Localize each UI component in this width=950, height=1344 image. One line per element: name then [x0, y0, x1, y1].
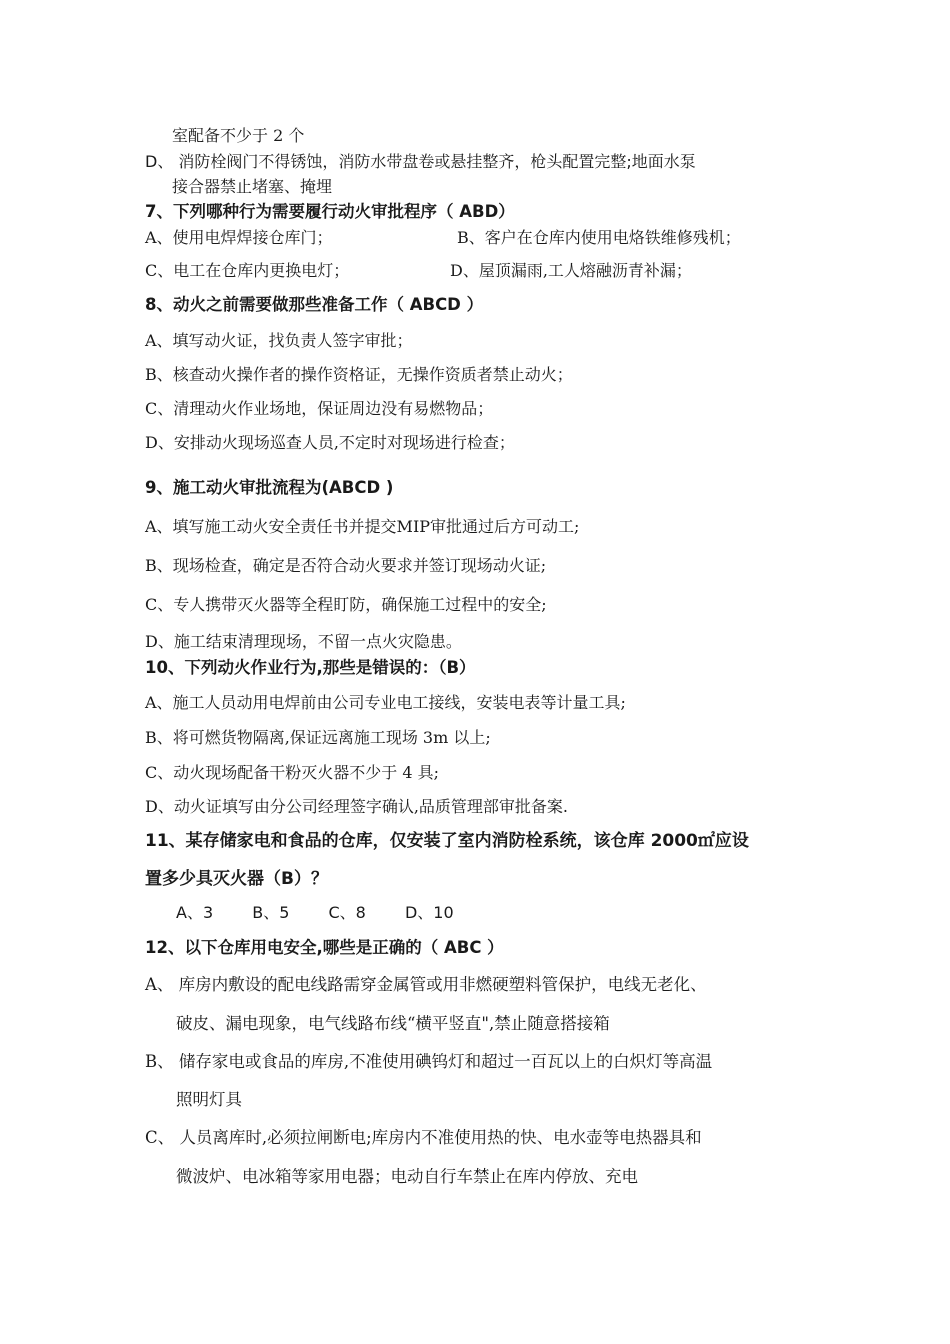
question-12-title: 12、以下仓库用电安全,哪些是正确的（ ABC ）: [145, 938, 504, 957]
prev-option-d-line2: 接合器禁止堵塞、掩埋: [172, 177, 333, 196]
question-8-option-b: B、核查动火操作者的操作资格证，无操作资质者禁止动火；: [145, 365, 573, 384]
question-12-option-c-line1: C、 人员离库时,必须拉闸断电;库房内不准使用热的快、电水壶等电热器具和: [145, 1128, 702, 1147]
question-11-options: [176, 902, 488, 924]
question-11-title-line1: 11、某存储家电和食品的仓库，仅安装了室内消防栓系统，该仓库 2000㎡应设: [145, 831, 749, 851]
question-7-option-d: D、屋顶漏雨,工人熔融沥青补漏；: [450, 261, 692, 280]
question-9-option-b: B、现场检查，确定是否符合动火要求并签订现场动火证;: [145, 556, 547, 575]
question-7-option-b: B、客户在仓库内使用电烙铁维修残机；: [457, 228, 741, 247]
question-7-title: 7、下列哪种行为需要履行动火审批程序（ ABD）: [145, 202, 515, 221]
question-10-option-a: A、施工人员动用电焊前由公司专业电工接线，安装电表等计量工具;: [145, 693, 626, 712]
question-10-title: 10、下列动火作业行为,那些是错误的：（B）: [145, 658, 476, 677]
question-11-option-d: D、10: [404, 903, 454, 922]
prev-option-d-line1: D、 消防栓阀门不得锈蚀，消防水带盘卷或悬挂整齐，枪头配置完整;地面水泵: [145, 152, 696, 171]
question-12-option-c-line2: 微波炉、电冰箱等家用电器；电动自行车禁止在库内停放、充电: [176, 1167, 638, 1186]
question-9-option-c: C、专人携带灭火器等全程盯防，确保施工过程中的安全;: [145, 595, 547, 614]
question-10-option-c: C、动火现场配备干粉灭火器不少于 4 具;: [145, 763, 439, 782]
question-9-option-a: A、填写施工动火安全责任书并提交MIP审批通过后方可动工;: [145, 517, 580, 536]
question-8-option-a: A、填写动火证，找负责人签字审批；: [145, 331, 413, 350]
question-8-option-d: D、安排动火现场巡查人员,不定时对现场进行检查；: [145, 433, 515, 452]
question-11-option-c: C、8: [328, 903, 366, 922]
question-9-title: 9、施工动火审批流程为(ABCD ): [145, 478, 394, 497]
question-7-option-c: C、电工在仓库内更换电灯；: [145, 261, 350, 280]
question-12-option-b-line1: B、 储存家电或食品的库房,不准使用碘钨灯和超过一百瓦以上的白炽灯等高温: [145, 1052, 713, 1071]
question-7-option-a: A、使用电焊焊接仓库门；: [145, 228, 333, 247]
question-10-option-b: B、将可燃货物隔离,保证远离施工现场 3m 以上;: [145, 728, 491, 747]
question-11-option-a: A、3: [176, 903, 214, 922]
question-11-title-line2: 置多少具灭火器（B）？: [145, 869, 328, 889]
question-8-title: 8、动火之前需要做那些准备工作（ ABCD ）: [145, 295, 484, 314]
question-12-option-a-line1: A、 库房内敷设的配电线路需穿金属管或用非燃硬塑料管保护，电线无老化、: [145, 975, 707, 994]
question-9-option-d: D、施工结束清理现场，不留一点火灾隐患。: [145, 632, 462, 651]
question-12-option-a-line2: 破皮、漏电现象，电气线路布线“横平竖直",禁止随意搭接箱: [176, 1014, 610, 1033]
question-12-option-b-line2: 照明灯具: [176, 1090, 242, 1109]
question-8-option-c: C、清理动火作业场地，保证周边没有易燃物品；: [145, 399, 494, 418]
question-11-option-b: B、5: [252, 903, 290, 922]
prev-line: 室配备不少于 2 个: [172, 126, 305, 145]
question-10-option-d: D、动火证填写由分公司经理签字确认,品质管理部审批备案.: [145, 797, 569, 816]
